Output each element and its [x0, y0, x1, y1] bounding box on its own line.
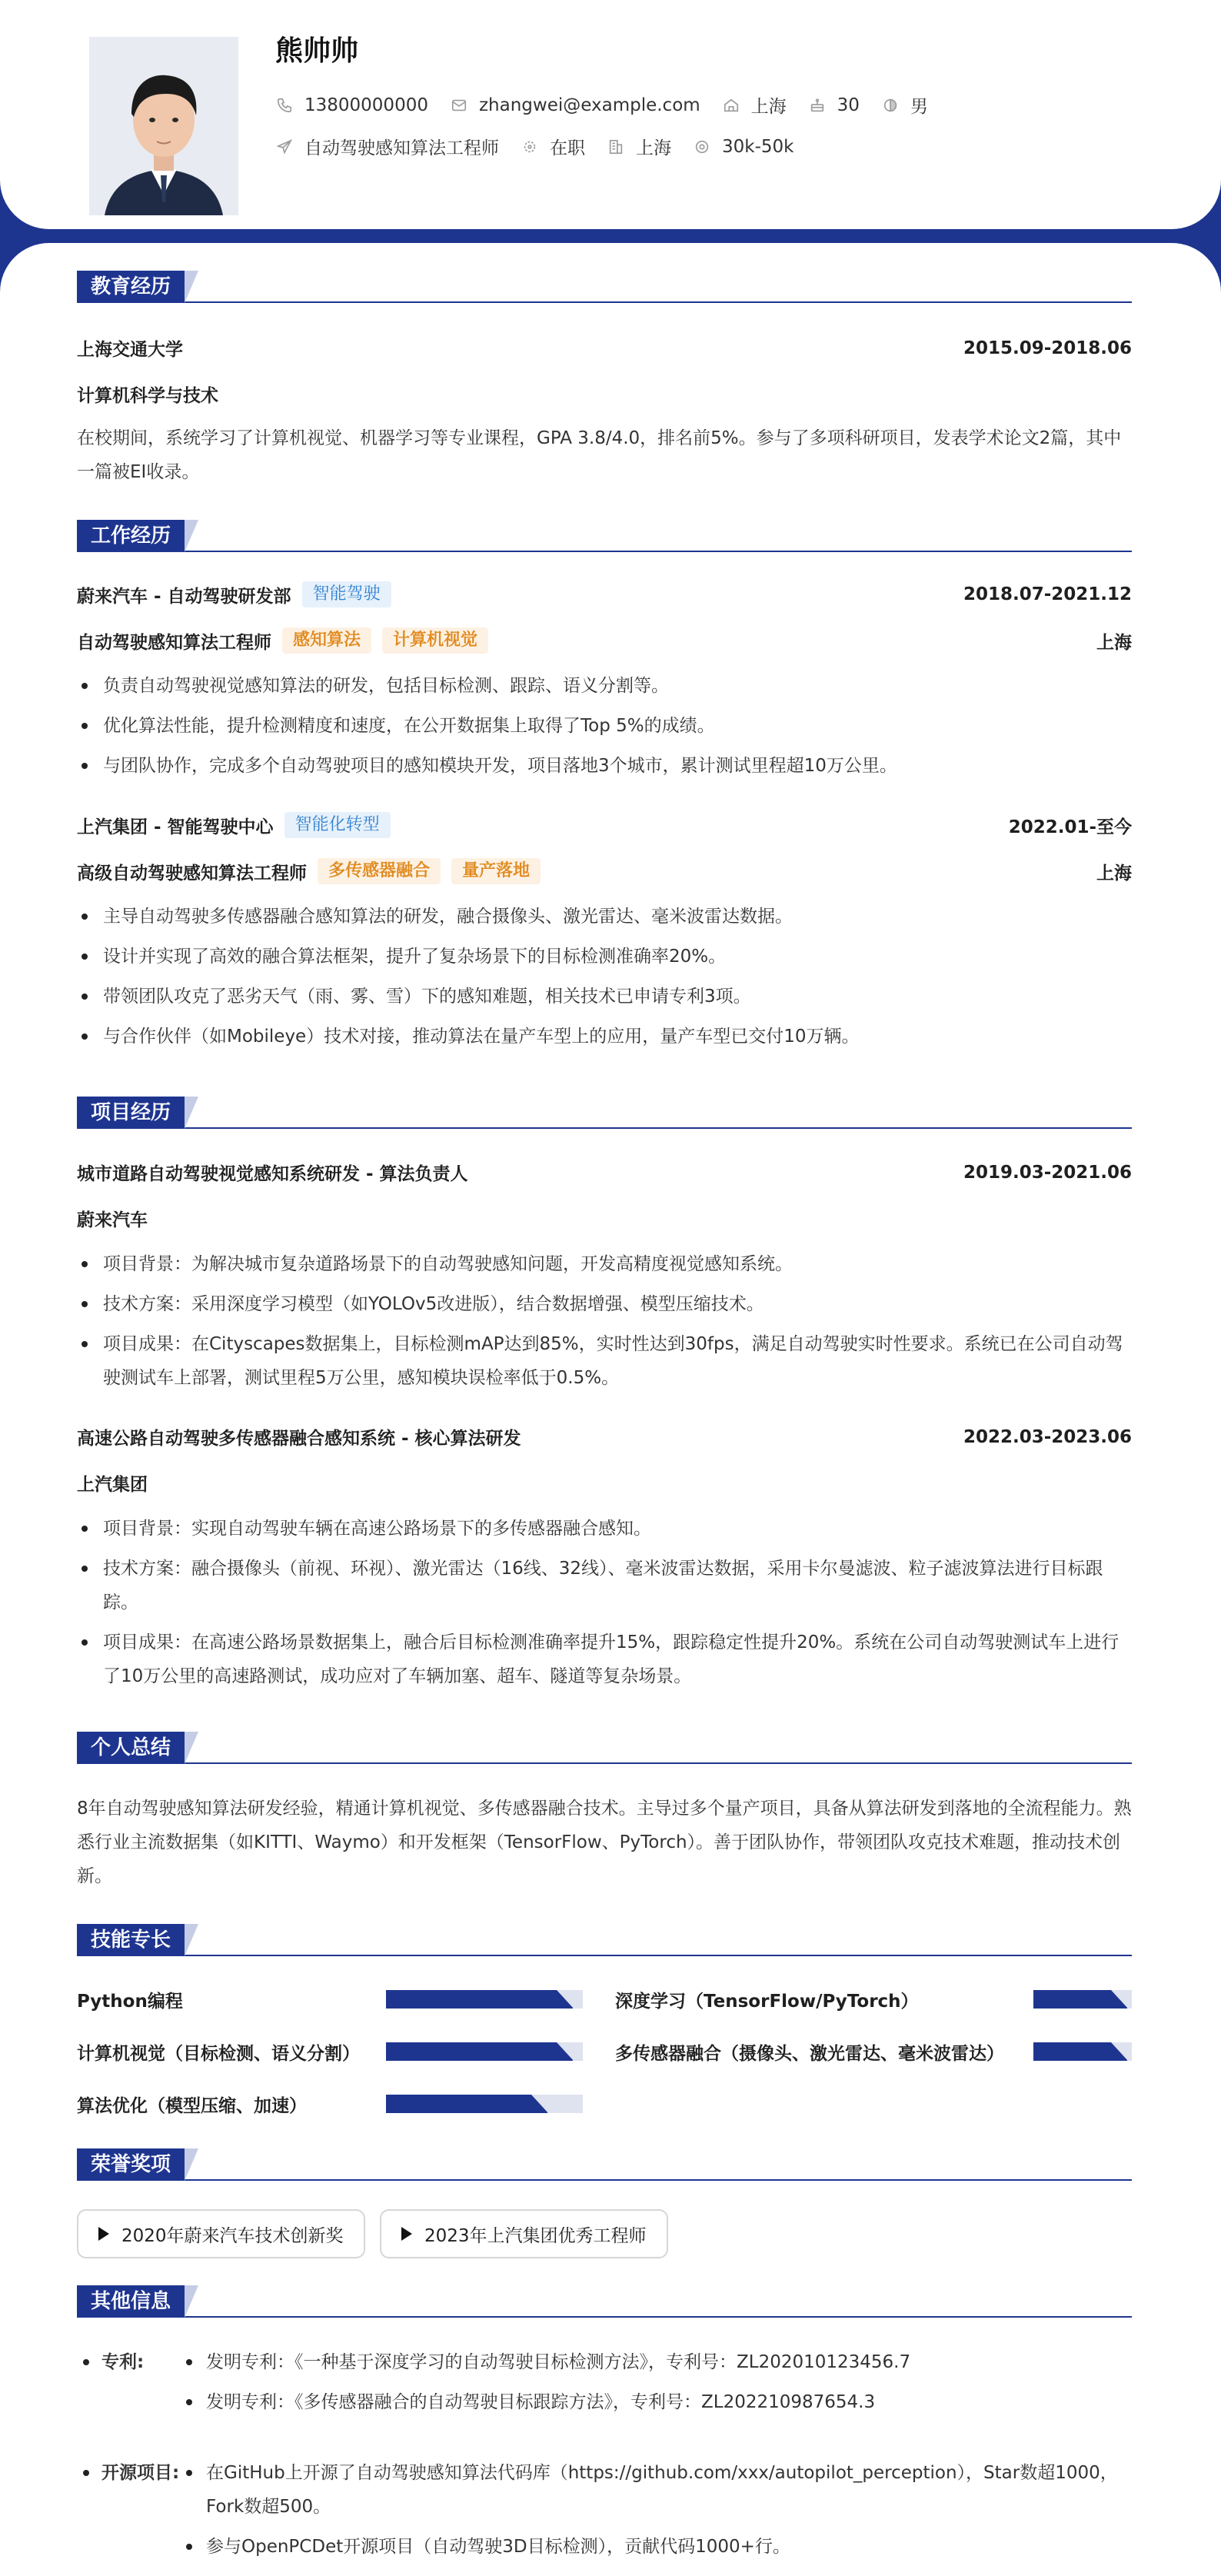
list-item: 带领团队攻克了恶劣天气（雨、雾、雪）下的感知难题，相关技术已申请专利3项。 — [77, 980, 1132, 1013]
skills-section-title — [77, 1924, 1132, 1956]
project-org: 上汽集团 — [77, 1475, 148, 1495]
portrait-image — [89, 37, 238, 215]
list-item: 与合作伙伴（如Mobileye）技术对接，推动算法在量产车型上的应用，量产车型已交付10万辆。 — [77, 1020, 1132, 1053]
honor-card — [77, 2209, 365, 2258]
phone-text: 13800000000 — [304, 95, 428, 115]
send-icon — [275, 138, 294, 156]
skill-name: 计算机视觉（目标检测、语义分割） — [77, 2044, 360, 2064]
resume-header — [0, 0, 1221, 229]
skill-level-fill — [1033, 2042, 1127, 2061]
skill-level-bar — [386, 2042, 583, 2061]
honor-text: 2020年蔚来汽车技术创新奖 — [121, 2225, 344, 2246]
project-bullets — [77, 1247, 1132, 1401]
skill-item — [615, 1987, 919, 2012]
project-header — [77, 1424, 1132, 1449]
skill-tag: 多传感器融合 — [318, 858, 441, 884]
play-icon — [401, 2227, 412, 2241]
work-date: 2018.07-2021.12 — [963, 584, 1132, 604]
honors-section-title — [77, 2148, 1132, 2181]
email-item — [450, 95, 700, 115]
phone-icon — [275, 96, 294, 115]
major-name: 计算机科学与技术 — [77, 386, 218, 406]
oss-label: 开源项目: — [101, 2463, 180, 2483]
list-item: 发明专利：《多传感器融合的自动驾驶目标跟踪方法》，专利号：ZL202210987654.3 — [178, 2385, 1132, 2419]
gender-text: 男 — [910, 97, 928, 117]
list-item: 项目背景：为解决城市复杂道路场景下的自动驾驶感知问题，开发高精度视觉感知系统。 — [77, 1247, 1132, 1281]
patents-label: 专利: — [101, 2352, 145, 2372]
section-tag: 技能专长 — [77, 1924, 185, 1956]
job-intent-row — [275, 134, 815, 159]
email-text: zhangwei@example.com — [478, 95, 700, 115]
work-city: 上海 — [1096, 632, 1132, 653]
skill-tag: 感知算法 — [282, 627, 371, 654]
skill-level-fill — [386, 2042, 573, 2061]
work-item-title-row — [77, 858, 1132, 884]
other-section-title — [77, 2285, 1132, 2318]
list-item: 项目背景：实现自动驾驶车辆在高速公路场景下的多传感器融合感知。 — [77, 1512, 1132, 1546]
list-item: 项目成果：在Cityscapes数据集上，目标检测mAP达到85%，实时性达到30fps，满足自动驾驶实时性要求。系统已在公司自动驾驶测试车上部署，测试里程5万公里，感知模块误检率低于0.5%。 — [77, 1327, 1132, 1395]
skill-name: 深度学习（TensorFlow/PyTorch） — [615, 1992, 919, 2012]
oss-group — [77, 2456, 1132, 2570]
avatar — [89, 37, 238, 215]
section-tag: 项目经历 — [77, 1097, 185, 1129]
list-item: 参与OpenPCDet开源项目（自动驾驶3D目标检测），贡献代码1000+行。 — [178, 2530, 1132, 2564]
bullet-dot — [83, 2470, 89, 2476]
project-bullets — [77, 1512, 1132, 1699]
job-title: 高级自动驾驶感知算法工程师 — [77, 863, 307, 884]
project-date: 2019.03-2021.06 — [963, 1162, 1132, 1183]
skill-level-fill — [386, 2095, 547, 2113]
work-item-title-row — [77, 627, 1132, 654]
skill-level-bar — [1033, 1990, 1132, 2009]
position-item — [275, 134, 499, 159]
skill-item — [77, 2092, 307, 2117]
skill-name: Python编程 — [77, 1992, 183, 2012]
skill-level-bar — [386, 1990, 583, 2009]
summary-section-title — [77, 1732, 1132, 1764]
salary-item — [693, 137, 793, 157]
skill-level-fill — [1033, 1990, 1127, 2009]
contact-row — [275, 92, 950, 118]
list-item: 负责自动驾驶视觉感知算法的研发，包括目标检测、跟踪、语义分割等。 — [77, 669, 1132, 703]
list-item: 技术方案：采用深度学习模型（如YOLOv5改进版），结合数据增强、模型压缩技术。 — [77, 1287, 1132, 1321]
education-header — [77, 335, 1132, 361]
list-item: 设计并实现了高效的融合算法框架，提升了复杂场景下的目标检测准确率20%。 — [77, 940, 1132, 973]
age-item — [808, 95, 860, 115]
education-section-title — [77, 271, 1132, 303]
home-icon — [722, 96, 740, 115]
skill-item — [77, 1987, 183, 2012]
phone-item — [275, 95, 428, 115]
work-item-header — [77, 812, 1132, 838]
company-name: 蔚来汽车 - 自动驾驶研发部 — [77, 586, 291, 607]
project-org: 蔚来汽车 — [77, 1210, 148, 1230]
company-name: 上汽集团 - 智能驾驶中心 — [77, 817, 274, 837]
school-name: 上海交通大学 — [77, 340, 183, 360]
section-tag: 教育经历 — [77, 271, 185, 303]
city-text: 上海 — [750, 97, 787, 117]
skill-name: 算法优化（模型压缩、加速） — [77, 2096, 307, 2116]
position-text: 自动驾驶感知算法工程师 — [304, 138, 499, 158]
target-city-text: 上海 — [636, 138, 671, 158]
summary-text: 8年自动驾驶感知算法研发经验，精通计算机视觉、多传感器融合技术。主导过多个量产项目，具备从算法研发到落地的全流程能力。熟悉行业主流数据集（如KITTI、Waymo）和开发框架（TensorFlow、PyTorch）。善于团队协作，带领团队攻克技术难题，推动技术创新。 — [77, 1799, 1132, 1886]
project-org-row — [77, 1206, 1132, 1231]
honor-card — [380, 2209, 668, 2258]
list-item: 与团队协作，完成多个自动驾驶项目的感知模块开发，项目落地3个城市，累计测试里程超10万公里。 — [77, 749, 1132, 783]
patents-group — [77, 2345, 1132, 2425]
list-item: 项目成果：在高速公路场景数据集上，融合后目标检测准确率提升15%，跟踪稳定性提升20%。系统在公司自动驾驶测试车上进行了10万公里的高速路测试，成功应对了车辆加塞、超车、隧道等复杂场景。 — [77, 1626, 1132, 1693]
education-major-row — [77, 381, 1132, 407]
work-bullets — [77, 900, 1132, 1060]
section-tag: 其他信息 — [77, 2285, 185, 2318]
skill-level-bar — [386, 2095, 583, 2113]
list-item: 发明专利：《一种基于深度学习的自动驾驶目标检测方法》，专利号：ZL202010123456.7 — [178, 2345, 1132, 2379]
other-info — [77, 2345, 1132, 2570]
play-icon — [98, 2227, 109, 2241]
list-item: 优化算法性能，提升检测精度和速度，在公开数据集上取得了Top 5%的成绩。 — [77, 709, 1132, 743]
skill-item — [615, 2039, 1004, 2065]
status-icon — [521, 138, 539, 156]
coin-icon — [693, 138, 711, 156]
mail-icon — [450, 96, 468, 115]
education-date: 2015.09-2018.06 — [963, 338, 1132, 358]
project-name: 高速公路自动驾驶多传感器融合感知系统 - 核心算法研发 — [77, 1429, 521, 1449]
status-item — [521, 134, 585, 159]
honor-text: 2023年上汽集团优秀工程师 — [424, 2225, 647, 2246]
company-tag: 智能驾驶 — [302, 581, 391, 607]
bullet-dot — [83, 2359, 89, 2365]
project-org-row — [77, 1470, 1132, 1496]
city-item — [722, 92, 787, 118]
job-title: 自动驾驶感知算法工程师 — [77, 632, 271, 653]
skill-level-fill — [386, 1990, 573, 2009]
work-section-title — [77, 520, 1132, 552]
skill-tag: 计算机视觉 — [382, 627, 488, 654]
project-section-title — [77, 1097, 1132, 1129]
building-icon — [607, 138, 625, 156]
age-text: 30 — [837, 95, 860, 115]
work-bullets — [77, 669, 1132, 789]
cake-icon — [808, 96, 827, 115]
target-city-item — [607, 134, 671, 159]
list-item: 在GitHub上开源了自动驾驶感知算法代码库（https://github.com/xxx/autopilot_perception），Star数超1000，Fork数超500。 — [178, 2456, 1132, 2524]
work-city: 上海 — [1096, 863, 1132, 884]
education-description: 在校期间，系统学习了计算机视觉、机器学习等专业课程，GPA 3.8/4.0，排名前5%。参与了多项科研项目，发表学术论文2篇，其中一篇被EI收录。 — [77, 428, 1122, 482]
skill-item — [77, 2039, 360, 2065]
skill-tag: 量产落地 — [451, 858, 541, 884]
status-text: 在职 — [550, 138, 585, 158]
work-item-header — [77, 581, 1132, 607]
skill-name: 多传感器融合（摄像头、激光雷达、毫米波雷达） — [615, 2044, 1004, 2064]
candidate-name: 熊帅帅 — [275, 35, 359, 67]
list-item: 技术方案：融合摄像头（前视、环视）、激光雷达（16线、32线）、毫米波雷达数据，采用卡尔曼滤波、粒子滤波算法进行目标跟踪。 — [77, 1552, 1132, 1619]
list-item: 主导自动驾驶多传感器融合感知算法的研发，融合摄像头、激光雷达、毫米波雷达数据。 — [77, 900, 1132, 934]
gender-icon — [881, 96, 900, 115]
skill-level-bar — [1033, 2042, 1132, 2061]
project-name: 城市道路自动驾驶视觉感知系统研发 - 算法负责人 — [77, 1164, 468, 1184]
project-date: 2022.03-2023.06 — [963, 1426, 1132, 1447]
section-tag: 荣誉奖项 — [77, 2148, 185, 2181]
section-tag: 个人总结 — [77, 1732, 185, 1764]
section-tag: 工作经历 — [77, 520, 185, 552]
project-header — [77, 1160, 1132, 1185]
gender-item — [881, 92, 928, 118]
salary-text: 30k-50k — [722, 136, 794, 157]
company-tag: 智能化转型 — [284, 812, 391, 838]
work-date: 2022.01-至今 — [1008, 817, 1132, 837]
